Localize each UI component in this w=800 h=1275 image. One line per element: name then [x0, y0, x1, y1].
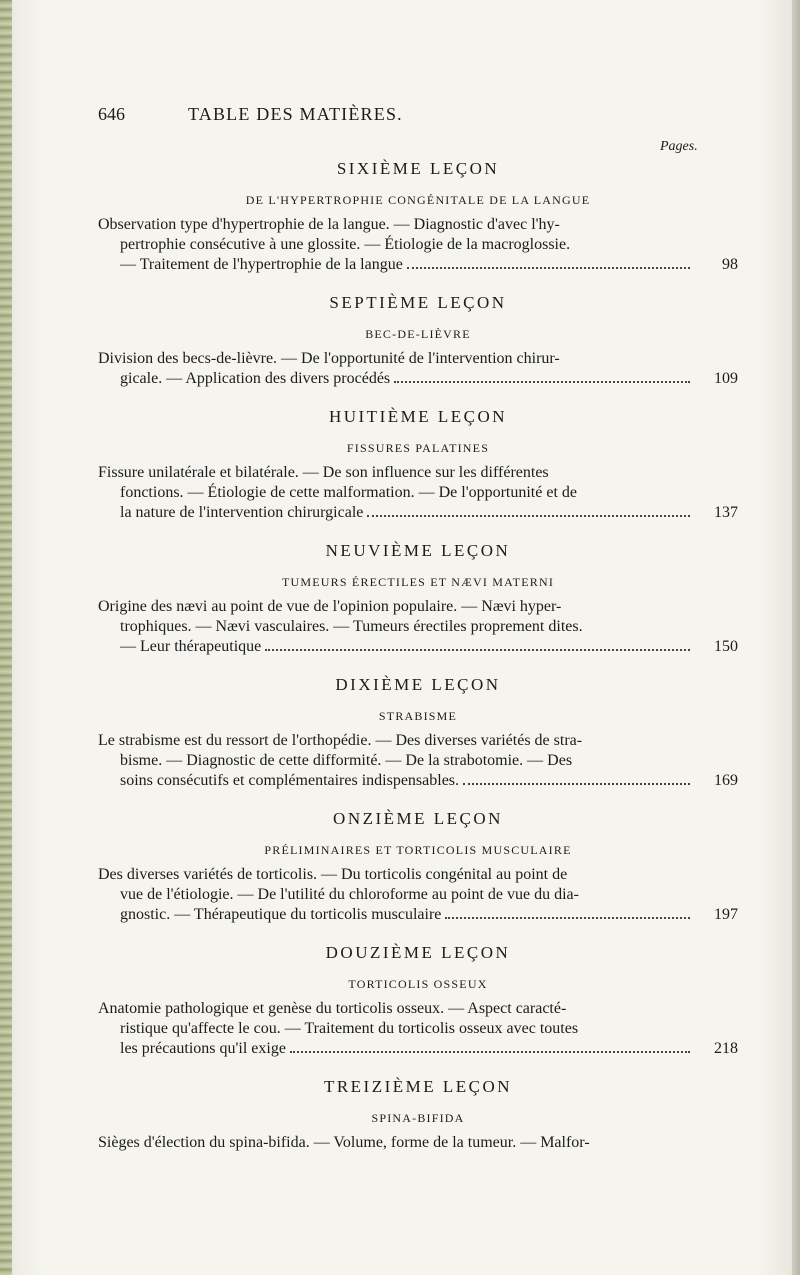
summary-line	[98, 503, 694, 523]
lecon-section	[98, 808, 738, 925]
summary-line	[98, 1039, 694, 1059]
table-of-contents	[98, 158, 738, 1153]
summary-line	[98, 999, 694, 1019]
summary-line	[98, 865, 694, 885]
summary-line-text: — Leur thérapeutique	[120, 638, 262, 655]
summary-line	[98, 369, 694, 389]
lecon-title: NEUVIÈME LEÇON	[325, 541, 511, 560]
section-gap	[98, 523, 738, 540]
summary-line	[98, 463, 694, 483]
summary-line-text: trophiques. — Nævi vasculaires. — Tumeurs érectiles proprement dites.	[120, 618, 583, 635]
summary-line	[98, 905, 694, 925]
lecon-title: DIXIÈME LEÇON	[335, 675, 501, 694]
lecon-subtitle: STRABISME	[378, 709, 458, 723]
summary-line-text: Anatomie pathologique et genèse du torticolis osseux. — Aspect caracté-	[98, 1000, 567, 1017]
page-reference: 197	[714, 906, 738, 923]
summary-line-text: gicale. — Application des divers procédés	[120, 370, 391, 387]
page-reference: 169	[714, 772, 738, 789]
page-reference: 137	[714, 504, 738, 521]
summary-line	[98, 771, 694, 791]
summary-line-text: Observation type d'hypertrophie de la langue. — Diagnostic d'avec l'hy-	[98, 216, 560, 233]
summary-line-text: Des diverses variétés de torticolis. — Du torticolis congénital au point de	[98, 866, 568, 883]
page-reference: 150	[714, 638, 738, 655]
lecon-summary	[98, 865, 738, 925]
page-reference: 98	[722, 256, 738, 273]
lecon-title: SEPTIÈME LEÇON	[329, 293, 507, 312]
summary-line-text: bisme. — Diagnostic de cette difformité. — De la strabotomie. — Des	[120, 752, 573, 769]
leader-dots	[394, 380, 690, 383]
summary-line-text: les précautions qu'il exige	[120, 1040, 286, 1057]
lecon-section	[98, 540, 738, 657]
summary-line-text: vue de l'étiologie. — De l'utilité du chloroforme au point de vue du dia-	[120, 886, 579, 903]
summary-line	[98, 751, 694, 771]
summary-line-text: soins consécutifs et complémentaires indispensables.	[120, 772, 460, 789]
summary-line	[98, 215, 694, 235]
lecon-section	[98, 158, 738, 275]
running-title: TABLE DES MATIÈRES.	[188, 104, 403, 124]
summary-line-text: Origine des nævi au point de vue de l'opinion populaire. — Nævi hyper-	[98, 598, 562, 615]
lecon-title: SIXIÈME LEÇON	[336, 159, 500, 178]
lecon-title: TREIZIÈME LEÇON	[323, 1077, 513, 1096]
summary-line-text: fonctions. — Étiologie de cette malformation. — De l'opportunité et de	[120, 484, 577, 501]
section-gap	[98, 657, 738, 674]
lecon-section	[98, 406, 738, 523]
lecon-section	[98, 674, 738, 791]
running-header	[98, 104, 698, 130]
lecon-subtitle: FISSURES PALATINES	[346, 441, 490, 455]
lecon-summary	[98, 463, 738, 523]
summary-line	[98, 483, 694, 503]
summary-line-text: la nature de l'intervention chirurgicale	[120, 504, 364, 521]
summary-line	[98, 885, 694, 905]
section-gap	[98, 791, 738, 808]
leader-dots	[367, 514, 690, 517]
lecon-summary	[98, 597, 738, 657]
summary-line	[98, 235, 694, 255]
lecon-title: DOUZIÈME LEÇON	[325, 943, 511, 962]
summary-line-text: Le strabisme est du ressort de l'orthopédie. — Des diverses variétés de stra-	[98, 732, 583, 749]
leader-dots	[290, 1050, 690, 1053]
lecon-subtitle: TUMEURS ÉRECTILES ET NÆVI MATERNI	[281, 575, 555, 589]
summary-line	[98, 1133, 694, 1153]
page-number: 646	[98, 104, 125, 124]
lecon-subtitle: PRÉLIMINAIRES ET TORTICOLIS MUSCULAIRE	[264, 843, 572, 857]
lecon-subtitle: SPINA-BIFIDA	[371, 1111, 465, 1125]
summary-line	[98, 597, 694, 617]
summary-line-text: Sièges d'élection du spina-bifida. — Volume, forme de la tumeur. — Malfor-	[98, 1134, 590, 1151]
summary-line	[98, 1019, 694, 1039]
summary-line-text: Fissure unilatérale et bilatérale. — De son influence sur les différentes	[98, 464, 549, 481]
lecon-summary	[98, 1133, 738, 1153]
summary-line	[98, 637, 694, 657]
section-gap	[98, 1059, 738, 1076]
page-reference: 109	[714, 370, 738, 387]
leader-dots	[265, 648, 690, 651]
leader-dots	[463, 782, 690, 785]
lecon-title: ONZIÈME LEÇON	[333, 809, 503, 828]
lecon-subtitle: DE L'HYPERTROPHIE CONGÉNITALE DE LA LANGUE	[245, 193, 591, 207]
summary-line-text: — Traitement de l'hypertrophie de la langue	[120, 256, 403, 273]
page-reference: 218	[714, 1040, 738, 1057]
summary-line-text: pertrophie consécutive à une glossite. — Étiologie de la macroglossie.	[120, 236, 571, 253]
lecon-summary	[98, 349, 738, 389]
summary-line-text: ristique qu'affecte le cou. — Traitement du torticolis osseux avec toutes	[120, 1020, 579, 1037]
lecon-section	[98, 292, 738, 389]
summary-line	[98, 731, 694, 751]
summary-line	[98, 617, 694, 637]
section-gap	[98, 275, 738, 292]
leader-dots	[407, 266, 690, 269]
lecon-summary	[98, 999, 738, 1059]
page-right-edge	[792, 0, 800, 1275]
lecon-summary	[98, 731, 738, 791]
section-gap	[98, 925, 738, 942]
lecon-section	[98, 942, 738, 1059]
summary-line	[98, 255, 694, 275]
lecon-section	[98, 1076, 738, 1153]
summary-line	[98, 349, 694, 369]
lecon-summary	[98, 215, 738, 275]
lecon-subtitle: BEC-DE-LIÈVRE	[365, 327, 471, 341]
summary-line-text: gnostic. — Thérapeutique du torticolis musculaire	[120, 906, 442, 923]
leader-dots	[445, 916, 690, 919]
lecon-title: HUITIÈME LEÇON	[328, 407, 508, 426]
section-gap	[98, 389, 738, 406]
pages-column-label: Pages.	[660, 139, 698, 154]
lecon-subtitle: TORTICOLIS OSSEUX	[348, 977, 488, 991]
page-binding-edge	[0, 0, 12, 1275]
summary-line-text: Division des becs-de-lièvre. — De l'opportunité de l'intervention chirur-	[98, 350, 560, 367]
